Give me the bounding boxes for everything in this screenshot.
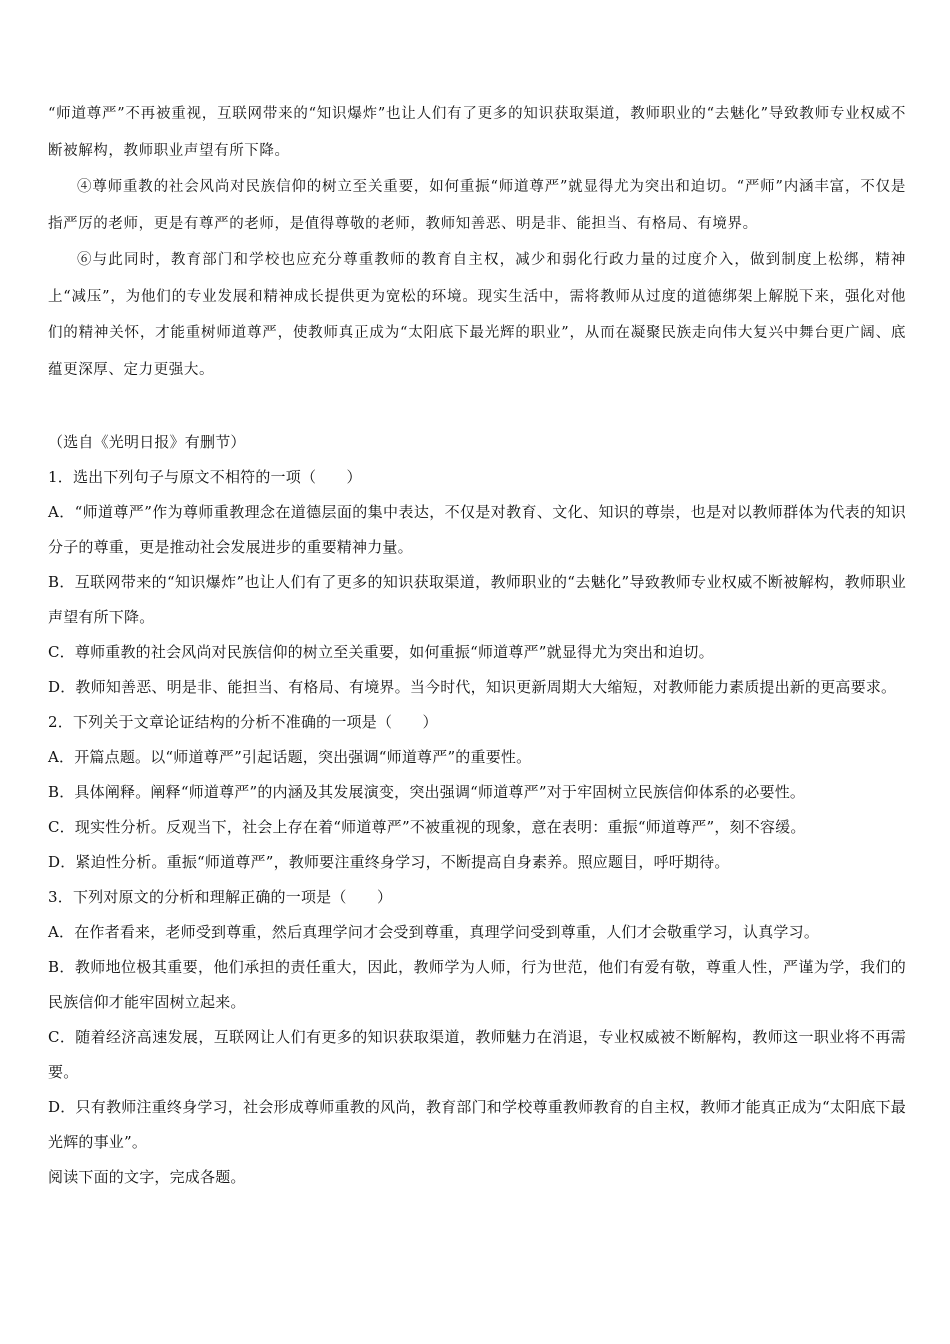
- passage-paragraph-continued: “师道尊严”不再被重视，互联网带来的“知识爆炸”也让人们有了更多的知识获取渠道，教师职业的“去魅化”导致教师专业权威不断被解构，教师职业声望有所下降。: [48, 106, 906, 159]
- option-a: A．开篇点题。以“师道尊严”引起话题，突出强调“师道尊严”的重要性。: [48, 748, 532, 766]
- option-c: C．随着经济高速发展，互联网让人们有更多的知识获取渠道，教师魅力在消退，专业权威被不断解构，教师这一职业将不再需要。: [48, 1028, 906, 1081]
- question-stem: 3．下列对原文的分析和理解正确的一项是（ ）: [48, 888, 393, 906]
- option-b: B．具体阐释。阐释“师道尊严”的内涵及其发展演变，突出强调“师道尊严”对于牢固树立民族信仰体系的必要性。: [48, 783, 806, 801]
- option-c: C．尊师重教的社会风尚对民族信仰的树立至关重要，如何重振“师道尊严”就显得尤为突出和迫切。: [48, 643, 714, 661]
- reading-instruction: 阅读下面的文字，完成各题。: [48, 1168, 246, 1186]
- option-a: A．在作者看来，老师受到尊重，然后真理学问才会受到尊重，真理学问受到尊重，人们才会敬重学习，认真学习。: [48, 923, 820, 941]
- option-d: D．紧迫性分析。重振“师道尊严”，教师要注重终身学习，不断提高自身素养。照应题目，呼吁期待。: [48, 853, 730, 871]
- option-d: D．教师知善恶、明是非、能担当、有格局、有境界。当今时代，知识更新周期大大缩短，对教师能力素质提出新的更高要求。: [48, 678, 897, 696]
- option-c: C．现实性分析。反观当下，社会上存在着“师道尊严”不被重视的现象，意在表明：重振“师道尊严”，刻不容缓。: [48, 818, 806, 836]
- question-1: [48, 460, 906, 705]
- reading-passage: [48, 96, 906, 388]
- passage-paragraph-6: ⑥与此同时，教育部门和学校也应充分尊重教师的教育自主权，减少和弱化行政力量的过度介入，做到制度上松绑，精神上“减压”，为他们的专业发展和精神成长提供更为宽松的环境。现实生活中，需将教师从过度的道德绑架上解脱下来，强化对他们的精神关怀，才能重树师道尊严，使教师真正成为“太阳底下最光辉的职业”，从而在凝聚民族走向伟大复兴中舞台更广阔、底蕴更深厚、定力更强大。: [48, 252, 906, 378]
- option-a: A．“师道尊严”作为尊师重教理念在道德层面的集中表达，不仅是对教育、文化、知识的尊崇，也是对以教师群体为代表的知识分子的尊重，更是推动社会发展进步的重要精神力量。: [48, 503, 906, 556]
- question-stem: 1．选出下列句子与原文不相符的一项（ ）: [48, 468, 362, 486]
- option-d: D．只有教师注重终身学习，社会形成尊师重教的风尚，教育部门和学校尊重教师教育的自主权，教师才能真正成为“太阳底下最光辉的事业”。: [48, 1098, 906, 1151]
- questions-section: [48, 425, 906, 1195]
- option-b: B．互联网带来的“知识爆炸”也让人们有了更多的知识获取渠道，教师职业的“去魅化”导致教师专业权威不断被解构，教师职业声望有所下降。: [48, 573, 906, 626]
- question-2: [48, 705, 906, 880]
- question-stem: 2．下列关于文章论证结构的分析不准确的一项是（ ）: [48, 713, 438, 731]
- passage-paragraph-4: ④尊师重教的社会风尚对民族信仰的树立至关重要，如何重振“师道尊严”就显得尤为突出和迫切。“严师”内涵丰富，不仅是指严厉的老师，更是有尊严的老师，是值得尊敬的老师，教师知善恶、明是非、能担当、有格局、有境界。: [48, 179, 906, 232]
- source-citation: （选自《光明日报》有删节）: [48, 433, 246, 451]
- question-3: [48, 880, 906, 1160]
- option-b: B．教师地位极其重要，他们承担的责任重大，因此，教师学为人师，行为世范，他们有爱有敬，尊重人性，严谨为学，我们的民族信仰才能牢固树立起来。: [48, 958, 906, 1011]
